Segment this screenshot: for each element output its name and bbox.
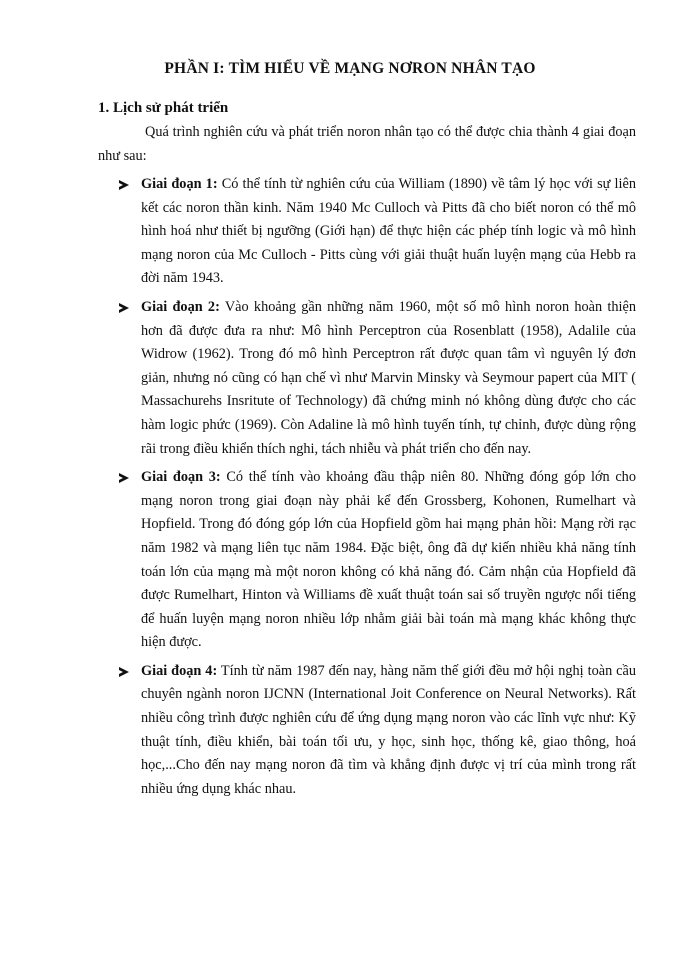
stage-label: Giai đoạn 1: bbox=[141, 176, 218, 192]
stage-item bbox=[119, 173, 636, 291]
stage-label: Giai đoạn 3: bbox=[141, 469, 221, 486]
arrowhead-bullet-icon bbox=[119, 303, 129, 313]
stage-item bbox=[119, 296, 636, 461]
stage-label: Giai đoạn 2: bbox=[141, 298, 220, 315]
arrowhead-bullet-icon bbox=[119, 473, 129, 483]
stage-text: Tính từ năm 1987 đến nay, hàng năm thế giới đều mở hội nghị toàn cầu chuyên ngành noron IJCNN (International Joit Conference on Neural Networks). Rất nhiều công trình được nghiên cứu để ứng dụng mạng noron vào các lĩnh vực như: Kỹ thuật tính, điều khiển, bài toán tối ưu, y học, sinh học, thống kê, giao thông, hoá học,...Cho đến nay mạng noron đã tìm và khẳng định được vị trí của mình trong rất nhiều ứng dụng khác nhau. bbox=[141, 662, 637, 797]
intro-paragraph: Quá trình nghiên cứu và phát triển noron nhân tạo có thể được chia thành 4 giai đoạn như sau: bbox=[98, 124, 636, 164]
stage-list bbox=[119, 173, 636, 806]
stage-label: Giai đoạn 4: bbox=[141, 662, 218, 679]
arrowhead-bullet-icon bbox=[119, 667, 129, 677]
stage-text: Có thể tính từ nghiên cứu của William (1890) về tâm lý học với sự liên kết các noron thần kinh. Năm 1940 Mc Culloch và Pitts đã cho biết noron có thể mô hình hoá như thiết bị ngưỡng (Giới hạn) để thực hiện các phép tính logic và mô hình mạng noron của Mc Culloch - Pitts cùng với giải thuật huấn luyện mạng của Hebb ra đời năm 1943. bbox=[141, 176, 636, 287]
page-title: PHẦN I: TÌM HIỂU VỀ MẠNG NƠRON NHÂN TẠO bbox=[164, 60, 536, 77]
stage-text: Vào khoảng gần những năm 1960, một số mô hình noron hoàn thiện hơn đã được đưa ra như: Mô hình Perceptron của Rosenblatt (1958), Adalile của Widrow (1962). Trong đó mô hình Perceptron rất được quan tâm vì nguyên lý đơn giản, nhưng nó cũng có hạn chế vì như Marvin Minsky và Seymour papert của MIT ( Massachurehs Insritute of Technology) đã chứng minh nó không dùng được cho các hàm logic phức (1969). Còn Adaline là mô hình tuyến tính, tự chỉnh, được dùng rộng rãi trong điều khiển thích nghi, tách nhiễu và phát triển cho đến nay. bbox=[141, 298, 636, 457]
stage-item bbox=[119, 466, 636, 655]
section-heading: 1. Lịch sử phát triển bbox=[98, 100, 229, 116]
arrowhead-bullet-icon bbox=[119, 180, 129, 190]
stage-item bbox=[119, 660, 636, 802]
stage-text: Có thể tính vào khoảng đầu thập niên 80. Những đóng góp lớn cho mạng noron trong giai đoạn này phải kể đến Grossberg, Kohonen, Rumelhart và Hopfield. Trong đó đóng góp lớn của Hopfield gồm hai mạng phản hồi: Mạng rời rạc năm 1982 và mạng liên tục năm 1984. Đặc biệt, ông đã dự kiến nhiều khả năng tính toán lớn của mạng mà một noron không có khả năng đó. Cảm nhận của Hopfield đã được Rumelhart, Hinton và Williams đề xuất thuật toán sai số truyền ngược nổi tiếng để huấn luyện mạng noron nhiều lớp nhằm giải bài toán mà mạng khác không thực hiện được. bbox=[141, 469, 636, 651]
